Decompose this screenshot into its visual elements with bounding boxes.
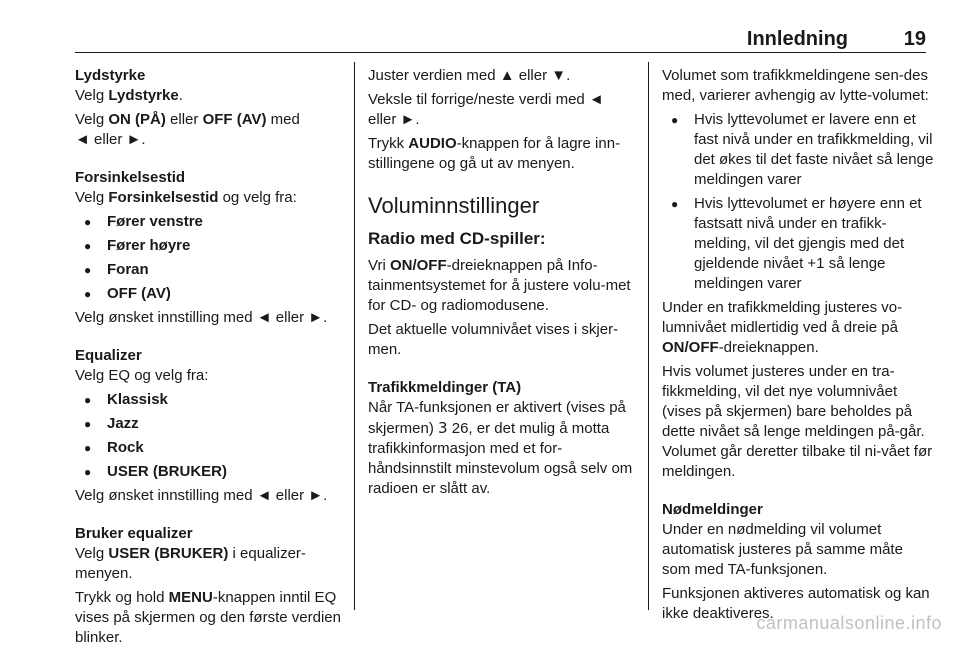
paragraph xyxy=(75,544,345,584)
column-divider-1 xyxy=(354,62,355,610)
subheading-radio: Radio med CD-spiller: xyxy=(368,229,546,248)
paragraph: Funksjonen aktiveres automatisk og kan ikke deaktiveres. xyxy=(662,585,930,622)
section-title-trafikkmeldinger: Trafikkmeldinger (TA) xyxy=(368,379,522,396)
column-3 xyxy=(662,66,934,628)
paragraph: Hvis volumet justeres under en tra-fikkmelding, vil det nye volumnivået (vises på skjermen) bare beholdes på dette nivået så lenge meldingen på-går. Volumet går deretter tilbake til ni-vået før meldingen. xyxy=(662,363,933,480)
list-item: ● Rock xyxy=(75,438,345,458)
list-item: ● Fører venstre xyxy=(75,212,345,232)
text: Velg xyxy=(75,87,109,104)
text: Trykk xyxy=(368,135,409,152)
text: Velg xyxy=(75,111,109,128)
text: 26, er det mulig å motta trafikkinformasjon med et for-håndsinnstilt minstevolum også selv om radioen er slått av. xyxy=(368,420,633,497)
bold-term: ON/OFF xyxy=(389,257,447,274)
text: Under en trafikkmelding justeres vo-lumnivået midlertidig ved å dreie på xyxy=(662,299,903,336)
header-divider xyxy=(75,52,926,53)
chapter-title: Innledning xyxy=(746,28,848,50)
paragraph: Velg EQ og velg fra: xyxy=(75,367,209,384)
bold-term: USER (BRUKER) xyxy=(108,545,229,562)
paragraph xyxy=(368,398,636,499)
text: eller xyxy=(165,111,203,128)
column-1 xyxy=(75,66,345,652)
watermark: carmanualsonline.info xyxy=(756,613,942,633)
paragraph: Velg ønsket innstilling med ◄ eller ►. xyxy=(75,487,328,504)
bold-term: AUDIO xyxy=(408,135,457,152)
text: Velg xyxy=(75,545,109,562)
paragraph xyxy=(75,86,345,106)
text: Når TA-funksjonen er aktivert (vises på skjermen) xyxy=(368,399,626,437)
column-divider-2 xyxy=(648,62,649,610)
paragraph xyxy=(368,256,636,316)
text: -dreieknappen. xyxy=(718,339,819,356)
paragraph xyxy=(75,188,345,208)
paragraph: Juster verdien med ▲ eller ▼. xyxy=(368,67,571,84)
heading-voluminnstillinger: Voluminnstillinger xyxy=(368,193,540,218)
paragraph: Det aktuelle volumnivået vises i skjer-men. xyxy=(368,321,619,358)
paragraph xyxy=(368,134,636,174)
column-2 xyxy=(368,66,636,503)
text: -dreieknappen på Info-tainmentsystemet for å justere volu-met for CD- og radiomodusene. xyxy=(368,257,631,314)
section-title-nodmeldinger: Nødmeldinger xyxy=(662,501,763,518)
text: -knappen for å lagre inn-stillingene og gå ut av menyen. xyxy=(368,135,621,172)
text: i equalizer-menyen. xyxy=(75,545,306,582)
text: Vri xyxy=(368,257,390,274)
paragraph: Veksle til forrige/neste verdi med ◄ eller ►. xyxy=(368,91,604,128)
paragraph xyxy=(662,298,934,358)
page-number: 19 xyxy=(903,28,926,50)
bold-term: MENU xyxy=(168,589,213,606)
section-title-bruker-equalizer: Bruker equalizer xyxy=(75,525,193,542)
section-title-equalizer: Equalizer xyxy=(75,347,142,364)
paragraph: Volumet som trafikkmeldingene sen-des med, varierer avhengig av lytte-volumet: xyxy=(662,67,929,104)
paragraph xyxy=(75,588,345,648)
page-reference-icon[interactable]: 3 xyxy=(438,419,448,437)
paragraph xyxy=(75,110,345,150)
list-item: ● Fører høyre xyxy=(75,236,345,256)
list-item: ● OFF (AV) xyxy=(75,284,345,304)
bullet-list xyxy=(75,212,345,304)
bold-term: OFF (AV) xyxy=(202,111,267,128)
section-title-forsinkelsestid: Forsinkelsestid xyxy=(75,169,186,186)
text: Velg xyxy=(75,189,109,206)
bullet-list xyxy=(662,110,934,294)
text: Trykk og hold xyxy=(75,589,169,606)
text: -knappen inntil EQ vises på skjermen og den første verdien blinker. xyxy=(75,589,341,646)
text: . xyxy=(178,87,183,104)
section-title-lydstyrke: Lydstyrke xyxy=(75,67,146,84)
bold-term: ON (PÅ) xyxy=(108,111,166,128)
paragraph: Under en nødmelding vil volumet automatisk justeres på samme måte som med TA-funksjonen. xyxy=(662,521,903,578)
bullet-list xyxy=(75,390,345,482)
list-item: ● Jazz xyxy=(75,414,345,434)
paragraph: Velg ønsket innstilling med ◄ eller ►. xyxy=(75,309,328,326)
text: ◄ eller ►. xyxy=(75,131,146,148)
list-item: ● Foran xyxy=(75,260,345,280)
bold-term: Lydstyrke xyxy=(108,87,179,104)
bold-term: ON/OFF xyxy=(662,339,719,356)
list-item: ● Hvis lyttevolumet er høyere enn et fastsatt nivå under en trafikk-melding, vil det gjengis med det gjeldende nivået +1 så lenge meldingen varer xyxy=(662,194,934,294)
list-item: ● Hvis lyttevolumet er lavere enn et fast nivå under en trafikkmelding, vil det økes til det faste nivået så lenge meldingen varer xyxy=(662,110,934,190)
list-item: ● USER (BRUKER) xyxy=(75,462,345,482)
text: med xyxy=(266,111,300,128)
page-header xyxy=(0,0,960,50)
text: og velg fra: xyxy=(218,189,297,206)
bold-term: Forsinkelsestid xyxy=(108,189,219,206)
list-item: ● Klassisk xyxy=(75,390,345,410)
